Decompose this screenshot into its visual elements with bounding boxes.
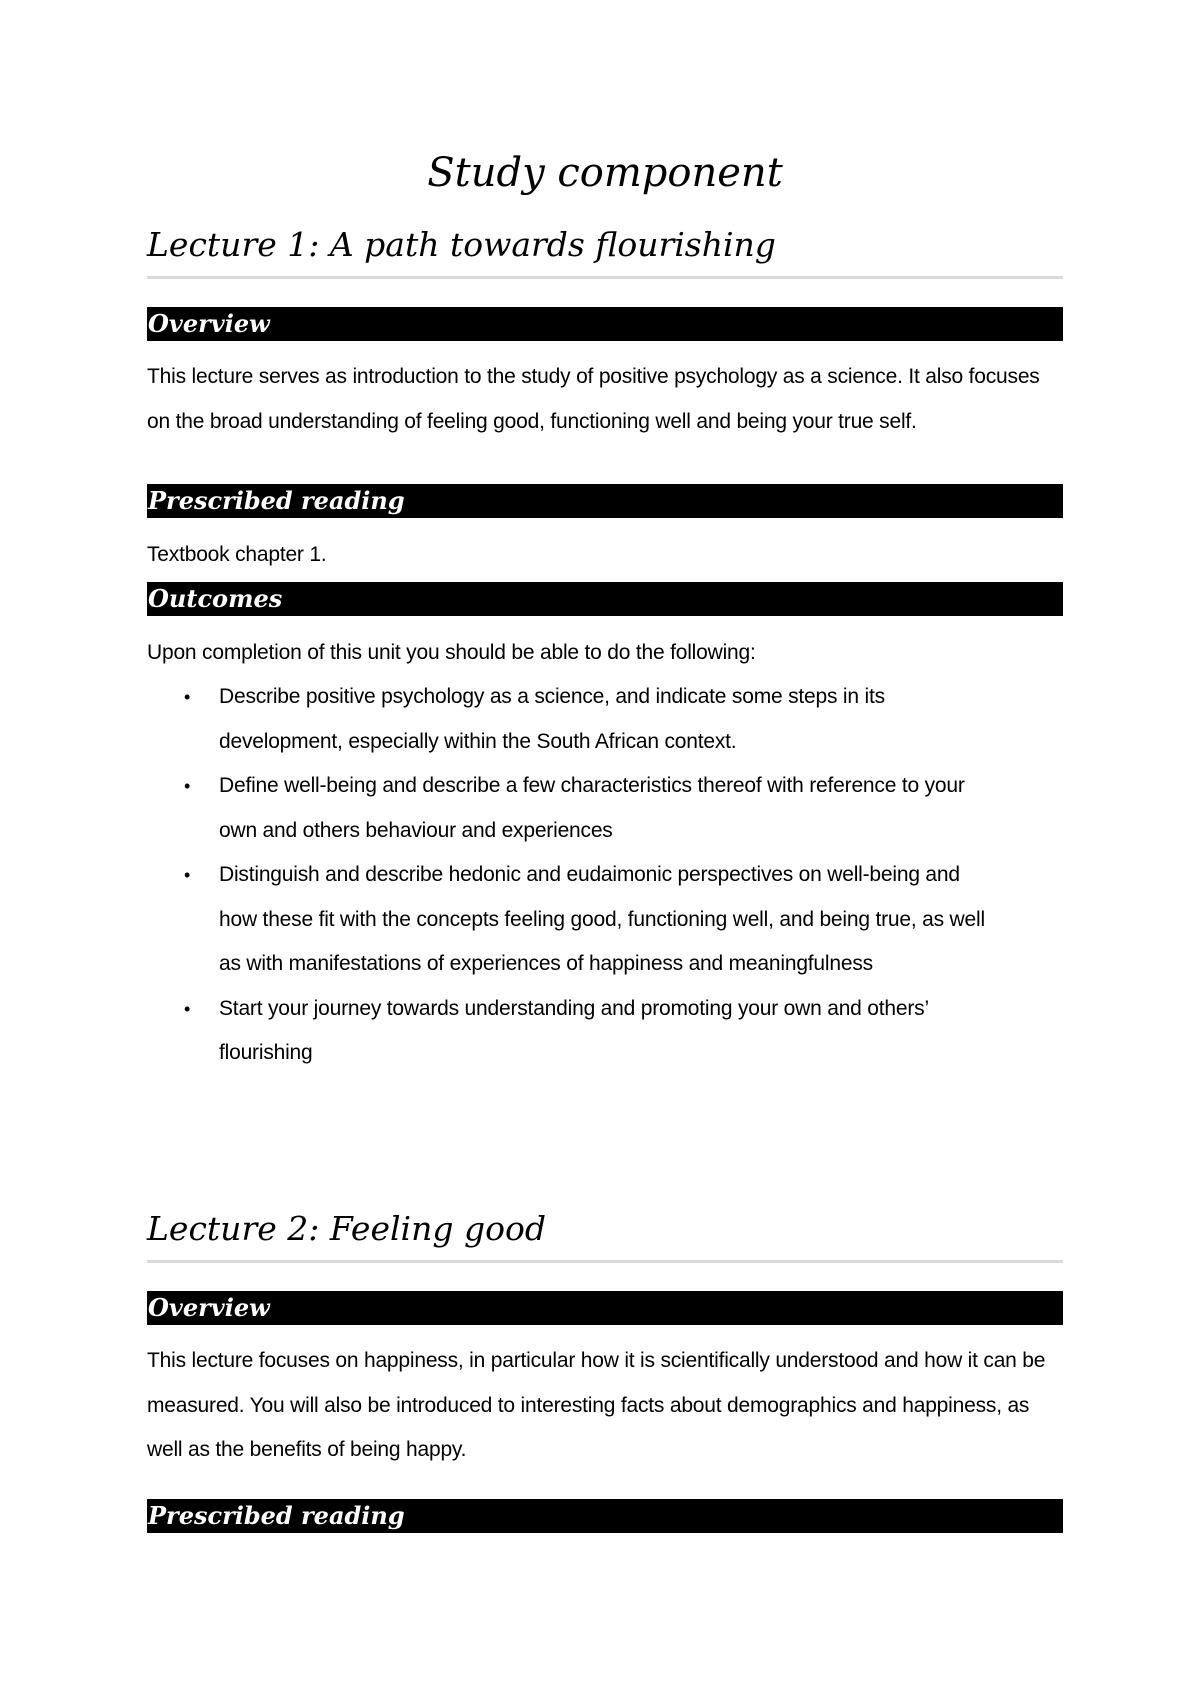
lecture-1-overview-heading: Overview (147, 307, 1063, 341)
document-title: Study component (427, 150, 783, 196)
lecture-1-section (147, 222, 1063, 1076)
lecture-2-overview-heading: Overview (147, 1291, 1063, 1325)
bullet-icon: • (184, 687, 191, 707)
lecture-1-outcomes-list (147, 675, 1063, 1076)
bullet-icon: • (184, 998, 191, 1019)
lecture-1-outcomes-intro: Upon completion of this unit you should be able to do the following: (147, 640, 756, 664)
lecture-1-title: Lecture 1: A path towards flourishing (147, 222, 1063, 279)
list-item (147, 853, 999, 987)
lecture-2-overview-text: This lecture focuses on happiness, in particular how it is scientifically understood and how it can be measured. You will also be introduced to interesting facts about demographics and happiness, as well as the benefits of being happy. (147, 1349, 1046, 1461)
lecture-1-reading-heading: Prescribed reading (147, 484, 1063, 518)
lecture-1-outcomes-heading: Outcomes (147, 582, 1063, 616)
bullet-icon: • (184, 776, 191, 796)
list-item (147, 764, 999, 853)
bullet-icon: • (184, 865, 191, 885)
document-page (147, 0, 1063, 1698)
outcome-text: Start your journey towards understanding and promoting your own and others’ flourishing (219, 996, 929, 1064)
lecture-1-reading-text: Textbook chapter 1. (147, 543, 327, 566)
outcome-text: Distinguish and describe hedonic and eudaimonic perspectives on well-being and how these fit with the concepts feeling good, functioning well, and being true, as well as with manifestations of experiences of happiness and meaningfulness (219, 863, 985, 975)
list-item (147, 675, 954, 764)
lecture-2-section (147, 1206, 1063, 1533)
lecture-2-title: Lecture 2: Feeling good (147, 1206, 1063, 1263)
lecture-1-overview-text: This lecture serves as introduction to the study of positive psychology as a science. It also focuses on the broad understanding of feeling good, functioning well and being your true self. (147, 365, 1040, 433)
lecture-2-reading-heading: Prescribed reading (147, 1499, 1063, 1533)
outcome-text: Define well-being and describe a few characteristics thereof with reference to your own and others behaviour and experiences (219, 774, 965, 842)
list-item (147, 987, 999, 1076)
outcome-text: Describe positive psychology as a science, and indicate some steps in its development, especially within the South African context. (219, 685, 885, 753)
